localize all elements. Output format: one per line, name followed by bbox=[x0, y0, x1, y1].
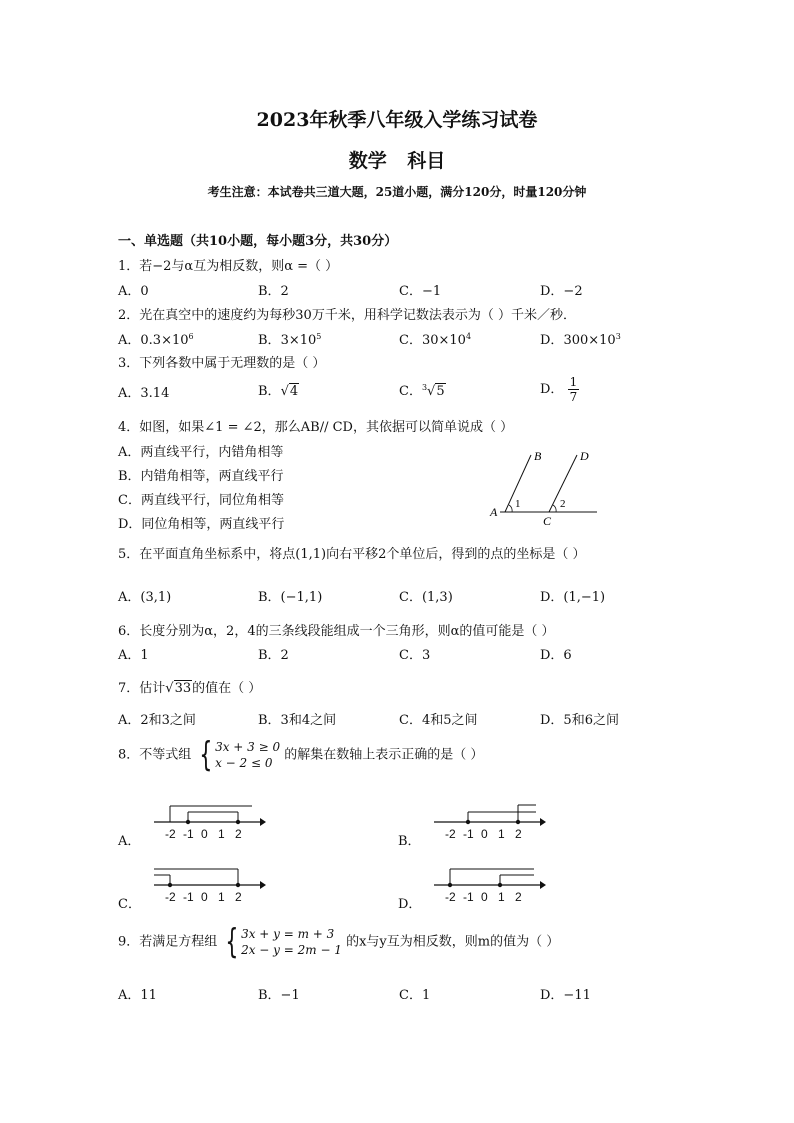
q8-numberline-c bbox=[150, 863, 270, 905]
q3-option-a: A．3.14 bbox=[118, 386, 170, 401]
q6-option-b: B．2 bbox=[258, 648, 289, 663]
q4-option-b: B．内错角相等，两直线平行 bbox=[118, 469, 284, 484]
solid-dot bbox=[448, 883, 452, 887]
question-5-stem: 5．在平面直角坐标系中，将点(1,1)向右平移2个单位后，得到的点的坐标是（ ） bbox=[118, 547, 586, 562]
left-brace: { bbox=[225, 922, 239, 962]
svg-text:-2: -2 bbox=[165, 827, 176, 841]
question-7-stem: 7．估计√33的值在（ ） bbox=[118, 681, 262, 696]
q7-option-b: B．3和4之间 bbox=[258, 713, 337, 728]
q8-numberline-a bbox=[150, 800, 270, 842]
q8-numberline-b bbox=[430, 800, 550, 842]
question-1-stem: 1．若−2与α互为相反数，则α =（ ） bbox=[118, 259, 339, 274]
q8-option-a-label: A． bbox=[118, 834, 141, 849]
angle-2-label: 2 bbox=[560, 498, 566, 510]
solid-dot bbox=[168, 883, 172, 887]
q3-option-b: B．√4 bbox=[258, 384, 299, 399]
q5-option-a: A．(3,1) bbox=[118, 590, 172, 605]
svg-text:2: 2 bbox=[235, 890, 242, 904]
q4-option-d: D．同位角相等，两直线平行 bbox=[118, 517, 285, 532]
svg-text:-1: -1 bbox=[463, 890, 474, 904]
svg-text:1: 1 bbox=[218, 890, 225, 904]
q1-option-c: C．−1 bbox=[399, 284, 442, 299]
q7-option-c: C．4和5之间 bbox=[399, 713, 478, 728]
q6-option-a: A．1 bbox=[118, 648, 149, 663]
q1-option-d: D．−2 bbox=[540, 284, 583, 299]
question-2-stem: 2．光在真空中的速度约为每秒30万千米，用科学记数法表示为（ ）千米／秒． bbox=[118, 308, 576, 323]
question-8-stem: 8．不等式组 { 3x + 3 ≥ 0 x − 2 ≤ 0 的解集在数轴上表示正确的是（ ） bbox=[118, 735, 484, 775]
q1-option-a: A．0 bbox=[118, 284, 149, 299]
q5-option-d: D．(1,−1) bbox=[540, 590, 606, 605]
q5-option-b: B．(−1,1) bbox=[258, 590, 323, 605]
section-heading: 一、单选题（共10小题，每小题3分，共30分） bbox=[118, 234, 398, 249]
point-b-label: B bbox=[534, 449, 542, 463]
q7-option-a: A．2和3之间 bbox=[118, 713, 196, 728]
q9-option-b: B．−1 bbox=[258, 988, 300, 1003]
svg-text:1: 1 bbox=[218, 827, 225, 841]
q3-option-c: C．$^3$√5 bbox=[399, 383, 445, 399]
solid-dot bbox=[236, 883, 240, 887]
inequality-system: { 3x + 3 ≥ 0 x − 2 ≤ 0 bbox=[199, 735, 281, 775]
q9-option-d: D．−11 bbox=[540, 988, 591, 1003]
svg-text:-1: -1 bbox=[183, 827, 194, 841]
svg-text:0: 0 bbox=[201, 890, 208, 904]
svg-text:0: 0 bbox=[481, 890, 488, 904]
solid-dot bbox=[498, 883, 502, 887]
q9-option-c: C．1 bbox=[399, 988, 431, 1003]
q8-numberline-d bbox=[430, 863, 550, 905]
solid-dot bbox=[186, 820, 190, 824]
solid-dot bbox=[466, 820, 470, 824]
q8-option-d-label: D． bbox=[398, 897, 422, 912]
arrow-icon bbox=[540, 818, 546, 826]
point-d-label: D bbox=[580, 449, 589, 463]
q3-option-d: D． $\frac{1}{7}$ bbox=[540, 375, 578, 404]
parallel-lines-figure bbox=[485, 445, 605, 530]
q2-option-c: C．$30\times 10^4$ bbox=[399, 332, 472, 348]
q9-option-a: A．11 bbox=[118, 988, 157, 1003]
svg-text:-1: -1 bbox=[463, 827, 474, 841]
angle-1-label: 1 bbox=[515, 498, 521, 510]
fraction-one-seventh: $\frac{1}{7}$ bbox=[569, 375, 578, 404]
svg-text:-2: -2 bbox=[445, 890, 456, 904]
solid-dot bbox=[516, 820, 520, 824]
arrow-icon bbox=[260, 818, 266, 826]
svg-text:-2: -2 bbox=[165, 890, 176, 904]
q6-option-d: D．6 bbox=[540, 648, 572, 663]
q7-option-d: D．5和6之间 bbox=[540, 713, 619, 728]
svg-text:2: 2 bbox=[235, 827, 242, 841]
q4-option-c: C．两直线平行，同位角相等 bbox=[118, 493, 284, 508]
svg-text:2: 2 bbox=[515, 890, 522, 904]
equation-system: { 3x + y = m + 3 2x − y = 2m − 1 bbox=[225, 922, 342, 962]
question-6-stem: 6．长度分别为α，2，4的三条线段能组成一个三角形，则α的值可能是（ ） bbox=[118, 624, 555, 639]
angle-2-arc bbox=[553, 505, 556, 512]
question-9-stem: 9．若满足方程组 { 3x + y = m + 3 2x − y = 2m − 1 的x与y互为相反数，则m的值为（ ） bbox=[118, 922, 560, 962]
point-a-label: A bbox=[490, 505, 498, 519]
question-3-stem: 3．下列各数中属于无理数的是（ ） bbox=[118, 356, 326, 371]
exam-subject: 数学 科目 bbox=[348, 150, 446, 172]
q6-option-c: C．3 bbox=[399, 648, 431, 663]
q4-option-a: A．两直线平行，内错角相等 bbox=[118, 445, 284, 460]
q8-option-b-label: B． bbox=[398, 834, 421, 849]
arrow-icon bbox=[260, 881, 266, 889]
q1-option-b: B．2 bbox=[258, 284, 289, 299]
svg-text:-2: -2 bbox=[445, 827, 456, 841]
angle-1-arc bbox=[509, 505, 512, 512]
arrow-icon bbox=[540, 881, 546, 889]
svg-text:0: 0 bbox=[201, 827, 208, 841]
point-c-label: C bbox=[543, 514, 552, 528]
solid-dot bbox=[236, 820, 240, 824]
svg-text:0: 0 bbox=[481, 827, 488, 841]
q2-option-a: A．$0.3\times 10^6$ bbox=[118, 332, 194, 348]
q2-option-d: D．$300\times 10^3$ bbox=[540, 332, 621, 348]
question-4-stem: 4．如图，如果∠1 = ∠2，那么AB// CD，其依据可以简单说成（ ） bbox=[118, 420, 514, 435]
svg-text:2: 2 bbox=[515, 827, 522, 841]
left-brace: { bbox=[199, 735, 213, 775]
q5-option-c: C．(1,3) bbox=[399, 590, 453, 605]
exam-notice: 考生注意：本试卷共三道大题，25道小题，满分120分，时量120分钟 bbox=[207, 185, 587, 199]
svg-text:-1: -1 bbox=[183, 890, 194, 904]
exam-title: 2023年秋季八年级入学练习试卷 bbox=[256, 109, 538, 131]
q8-option-c-label: C． bbox=[118, 897, 141, 912]
svg-text:1: 1 bbox=[498, 827, 505, 841]
svg-text:1: 1 bbox=[498, 890, 505, 904]
q2-option-b: B．$3\times 10^5$ bbox=[258, 332, 322, 348]
